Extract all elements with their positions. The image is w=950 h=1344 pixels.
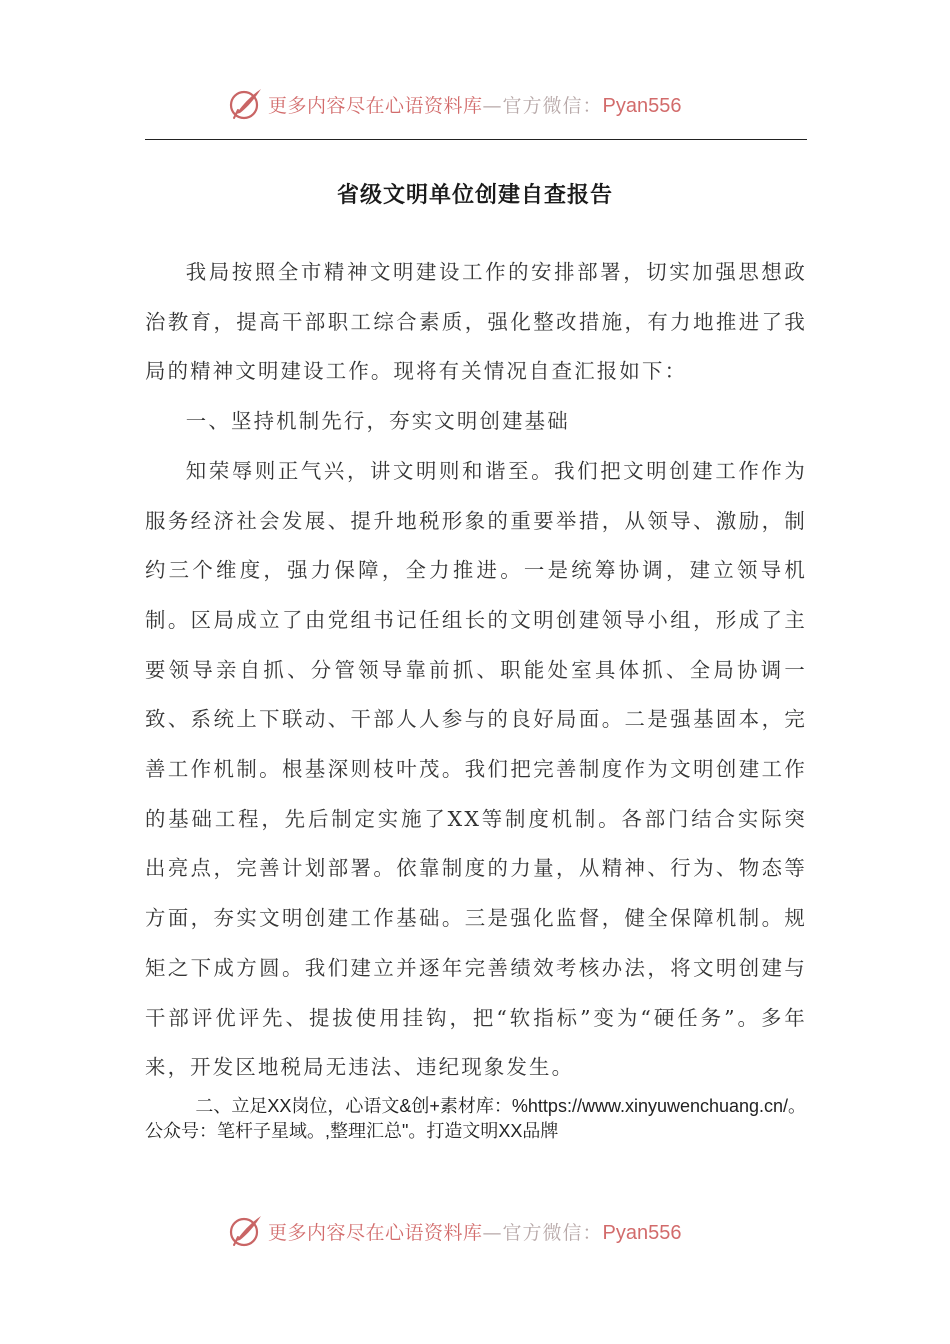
banner-main-text: 更多内容尽在心语资料库 (268, 94, 483, 117)
banner-dash: — (482, 1221, 503, 1244)
quill-pen-circle-icon (228, 1213, 264, 1249)
banner-label: 官方微信： (502, 1221, 603, 1244)
banner-main-text: 更多内容尽在心语资料库 (268, 1221, 483, 1244)
footer-banner (228, 1211, 682, 1251)
banner-dash: — (482, 94, 503, 117)
header-rule (145, 139, 807, 140)
document-title: 省级文明单位创建自查报告 (336, 182, 613, 208)
banner-text (268, 1218, 682, 1245)
banner-label: 官方微信： (502, 94, 603, 117)
banner-text (268, 91, 682, 118)
banner-wechat-id: Pyan556 (602, 94, 682, 117)
body-paragraph: 知荣辱则正气兴，讲文明则和谐至。我们把文明创建工作作为服务经济社会发展、提升地税形象的重要举措，从领导、激励，制约三个维度，强力保障，全力推进。一是统筹协调，建立领导机制。区局成立了由党组书记任组长的文明创建领导小组，形成了主要领导亲自抓、分管领导靠前抓、职能处室具体抓、全局协调一致、系统上下联动、干部人人参与的良好局面。二是强基固本，完善工作机制。根基深则枝叶茂。我们把完善制度作为文明创建工作的基础工程，先后制定实施了XX等制度机制。各部门结合实际突出亮点，完善计划部署。依靠制度的力量，从精神、行为、物态等方面，夯实文明创建工作基础。三是强化监督，健全保障机制。规矩之下成方圆。我们建立并逐年完善绩效考核办法，将文明创建与干部评优评先、提拔使用挂钩，把“软指标”变为“硬任务”。多年来，开发区地税局无违法、违纪现象发生。 (145, 458, 807, 1080)
intro-paragraph: 我局按照全市精神文明建设工作的安排部署，切实加强思想政治教育，提高干部职工综合素质，强化整改措施，有力地推进了我局的精神文明建设工作。现将有关情况自查汇报如下： (145, 260, 807, 384)
quill-pen-circle-icon (228, 86, 264, 122)
document-body (145, 248, 807, 1093)
header-banner (228, 84, 682, 124)
section-heading: 一、坚持机制先行，夯实文明创建基础 (185, 409, 570, 434)
banner-wechat-id: Pyan556 (602, 1221, 682, 1244)
watermark-paragraph: 二、立足XX岗位，心语文&创+素材库：%https://www.xinyuwenchuang.cn/。公众号：笔杆子星域。,整理汇总"。打造文明XX品牌 (145, 1096, 807, 1141)
